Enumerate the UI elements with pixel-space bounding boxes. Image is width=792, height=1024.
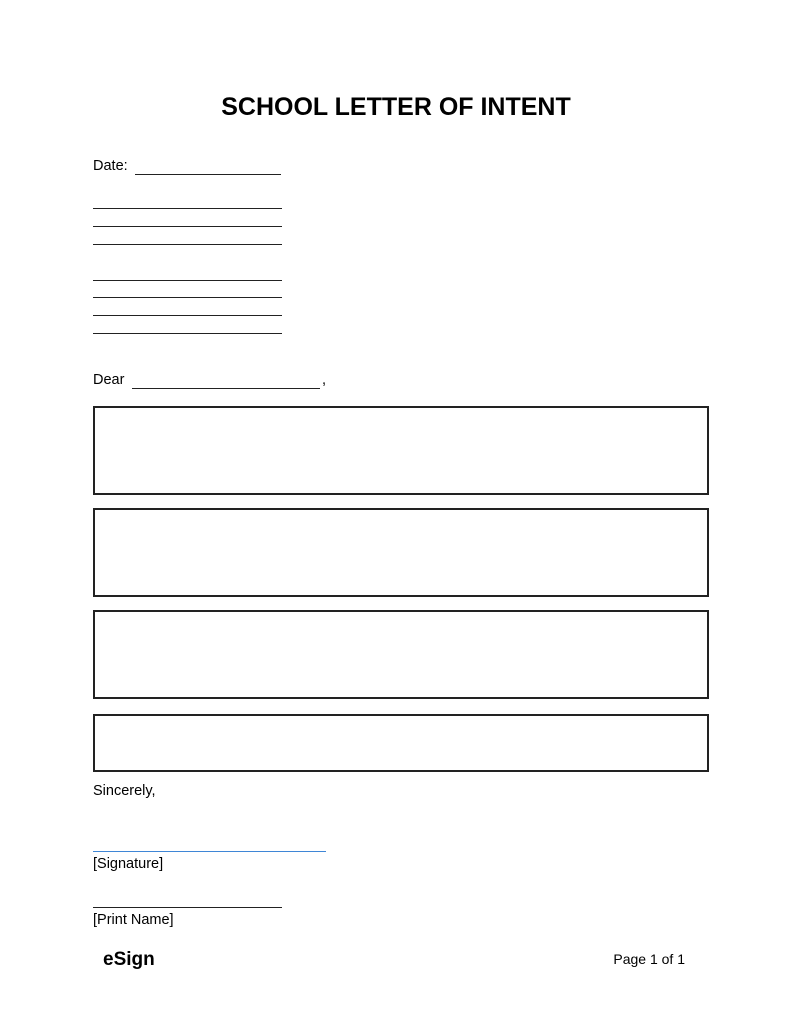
page-number: Page 1 of 1: [613, 951, 685, 967]
signature-field[interactable]: [93, 851, 326, 852]
salutation-label: Dear: [93, 372, 125, 388]
signature-label: [Signature]: [93, 856, 164, 872]
sender-address-line-1[interactable]: [93, 208, 282, 209]
sender-address-line-2[interactable]: [93, 226, 282, 227]
body-paragraph-box-1[interactable]: [93, 406, 709, 495]
recipient-name-field[interactable]: [132, 388, 320, 389]
body-paragraph-box-3[interactable]: [93, 610, 709, 699]
salutation-comma: ,: [322, 372, 327, 388]
body-paragraph-box-2[interactable]: [93, 508, 709, 597]
recipient-address-line-4[interactable]: [93, 333, 282, 334]
sender-address-line-3[interactable]: [93, 244, 282, 245]
print-name-label: [Print Name]: [93, 912, 174, 928]
recipient-address-line-1[interactable]: [93, 280, 282, 281]
print-name-field[interactable]: [93, 907, 282, 908]
closing-text: Sincerely,: [93, 783, 156, 799]
date-field[interactable]: [135, 174, 281, 175]
esign-logo: eSign: [103, 949, 155, 970]
page-title: SCHOOL LETTER OF INTENT: [221, 93, 571, 121]
body-paragraph-box-4[interactable]: [93, 714, 709, 772]
recipient-address-line-2[interactable]: [93, 297, 282, 298]
recipient-address-line-3[interactable]: [93, 315, 282, 316]
date-label: Date:: [93, 158, 128, 174]
